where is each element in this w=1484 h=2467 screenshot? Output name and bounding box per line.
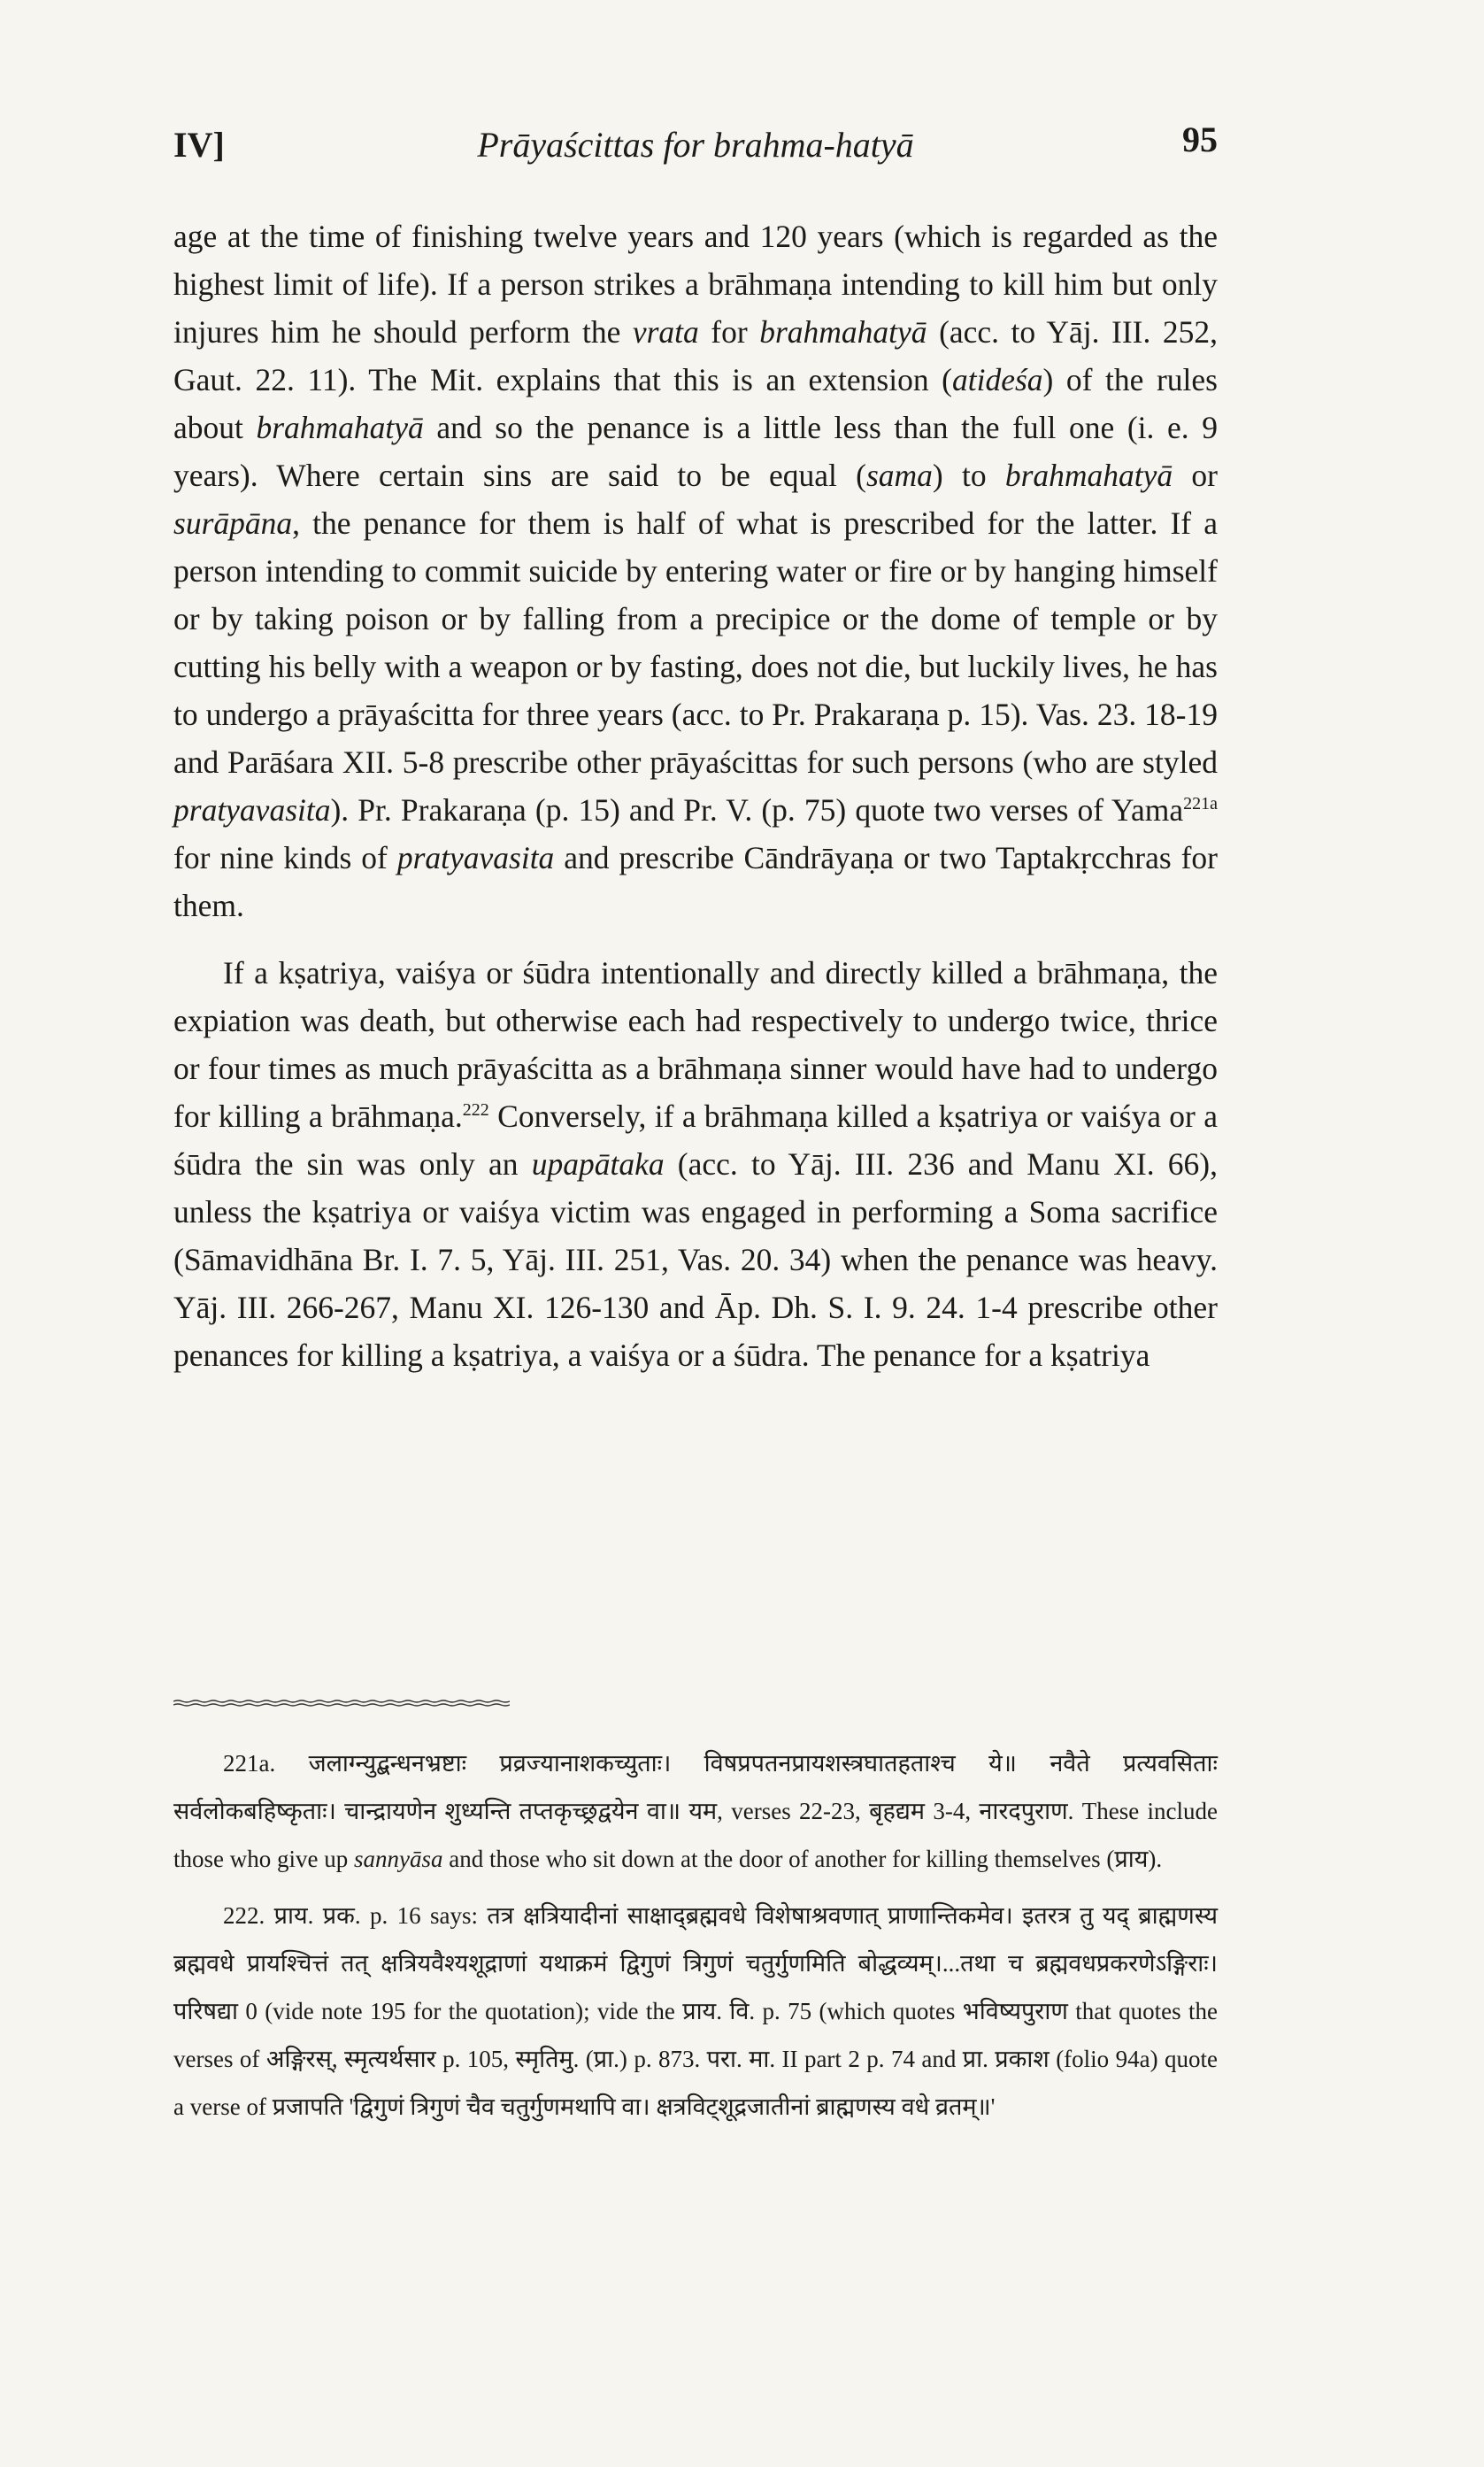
running-header <box>173 119 1218 177</box>
footnote-221a: 221a. जलाग्न्युद्बन्धनभ्रष्टाः प्रव्रज्यानाशकच्युताः। विषप्रपतनप्रायशस्त्रघातहताश्च ये॥ नवैते प्रत्यवसिताः सर्वलोकबहिष्कृताः। चान्द्रायणेन शुध्यन्ति तप्तकृच्छ्रद्वयेन वा॥ यम, verses 22-23, बृहद्यम 3-4, नारदपुराण. These include those who give up sannyāsa and those who sit down at the door of another for killing themselves (प्राय). <box>173 1750 1218 1872</box>
paragraph-1: age at the time of finishing twelve years and 120 years (which is regarded as the highest limit of life). If a person strikes a brāhmaṇa intending to kill him but only injures him he should perform the vrata for brahmahatyā (acc. to Yāj. III. 252, Gaut. 22. 11). The Mit. explains that this is an extension (atideśa) of the rules about brahmahatyā and so the penance is a little less than the full one (i. e. 9 years). Where certain sins are said to be equal (sama) to brahmahatyā or surāpāna, the penance for them is half of what is prescribed for the latter. If a person intending to commit suicide by entering water or fire or by hanging himself or by taking poison or by falling from a precipice or the dome of temple or by cutting his belly with a weapon or by fasting, does not die, but luckily lives, he has to undergo a prāyaścitta for three years (acc. to Pr. Prakaraṇa p. 15). Vas. 23. 18-19 and Parāśara XII. 5-8 prescribe other prāyaścittas for such persons (who are styled pratyavasita). Pr. Prakaraṇa (p. 15) and Pr. V. (p. 75) quote two verses of Yama$^{221a}$ for nine kinds of pratyavasita and prescribe Cāndrāyaṇa or two Taptakṛcchras for them. <box>173 219 1218 923</box>
footnote-separator <box>173 1700 510 1707</box>
chapter-number: IV] <box>173 125 225 165</box>
main-text <box>173 212 1218 1379</box>
footnotes <box>173 1739 1218 2131</box>
running-title: Prāyaścittas for brahma-hatyā <box>477 125 914 165</box>
paragraph-2: If a kṣatriya, vaiśya or śūdra intentionally and directly killed a brāhmaṇa, the expiation was death, but otherwise each had respectively to undergo twice, thrice or four times as much prāyaścitta as a brāhmaṇa sinner would have had to undergo for killing a brāhmaṇa.$^{222}$ Conversely, if a brāhmaṇa killed a kṣatriya or vaiśya or a śūdra the sin was only an upapātaka (acc. to Yāj. III. 236 and Manu XI. 66), unless the kṣatriya or vaiśya victim was engaged in performing a Soma sacrifice (Sāmavidhāna Br. I. 7. 5, Yāj. III. 251, Vas. 20. 34) when the penance was heavy. Yāj. III. 266-267, Manu XI. 126-130 and Āp. Dh. S. I. 9. 24. 1-4 prescribe other penances for killing a kṣatriya, a vaiśya or a śūdra. The penance for a kṣatriya <box>173 955 1219 1373</box>
footnote-ref-221a: 221a <box>1183 794 1218 814</box>
footnote-222: 222. प्राय. प्रक. p. 16 says: तत्र क्षत्रियादीनां साक्षाद्ब्रह्मवधे विशेषाश्रवणात् प्राणान्तिकमेव। इतरत्र तु यद् ब्राह्मणस्य ब्रह्मवधे प्रायश्चित्तं तत् क्षत्रियवैश्यशूद्राणां यथाक्रमं द्विगुणं त्रिगुणं चतुर्गुणमिति बोद्धव्यम्।...तथा च ब्रह्मवधप्रकरणेऽङ्गिराः। परिषद्या 0 (vide note 195 for the quotation); vide the प्राय. वि. p. 75 (which quotes भविष्यपुराण that quotes the verses of अङ्गिरस्, स्मृत्यर्थसार p. 105, स्मृतिमु. (प्रा.) p. 873. परा. मा. II part 2 p. 74 and प्रा. प्रकाश (folio 94a) quote a verse of प्रजापति 'द्विगुणं त्रिगुणं चैव चतुर्गुणमथापि वा। क्षत्रविट्शूद्रजातीनां ब्राह्मणस्य वधे व्रतम्॥' <box>173 1902 1218 2120</box>
footnote-ref-222: 222 <box>462 1100 489 1121</box>
page-number: 95 <box>1182 119 1218 159</box>
